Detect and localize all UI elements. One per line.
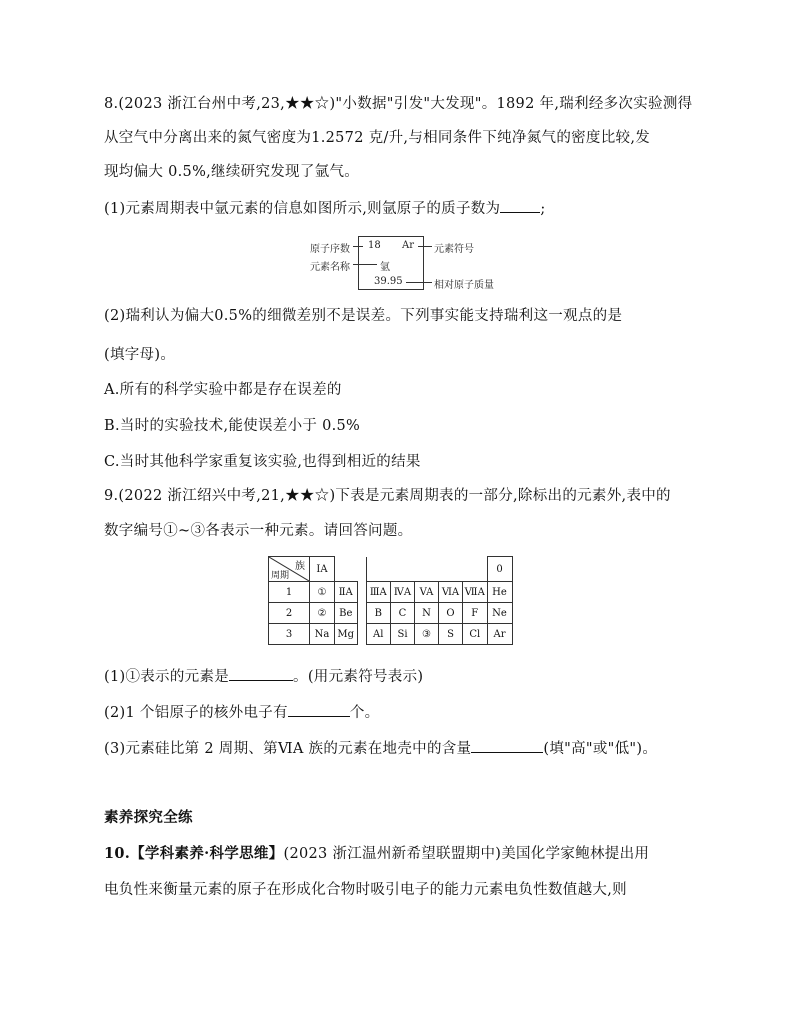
table-row [269,603,513,624]
element-name-value: 氩 [380,262,390,273]
corner-period-label: 周期 [271,571,290,581]
table-cell: Ar [487,624,512,645]
period-cell: 3 [269,624,310,645]
table-cell: ⅡA [335,582,358,603]
element-symbol-label: 元素符号 [434,244,474,255]
q10-line-1 [104,844,649,864]
table-corner-cell [269,557,310,582]
table-gap [357,603,366,624]
q8-sub2-b: (填字母)。 [104,347,176,363]
q9-line-2: 数字编号①~③各表示一种元素。请回答问题。 [104,523,413,539]
q9-sub1-end: 。(用元素符号表示) [293,669,424,685]
spacer [439,557,463,582]
q8-option-b: B.当时的实验技术,能使误差小于 0.5% [104,418,361,434]
element-name-label: 元素名称 [310,262,350,273]
table-cell: ⅦA [463,582,488,603]
header-ia: IA [310,557,335,582]
answer-blank[interactable] [229,666,293,681]
q8-sub1-text: (1)元素周期表中氩元素的信息如图所示,则氩原子的质子数为 [104,201,501,217]
table-cell: ⅣA [391,582,415,603]
spacer [335,557,358,582]
table-cell: He [487,582,512,603]
pointer-line [406,282,432,283]
period-cell: 1 [269,582,310,603]
q8-sub2: (2)瑞利认为偏大0.5%的细微差别不是误差。下列事实能支持瑞利这一观点的是 [104,308,623,324]
table-cell: C [391,603,415,624]
q9-sub1-text: (1)①表示的元素是 [104,669,230,685]
table-header-row [269,557,513,582]
table-cell: Mg [335,624,358,645]
period-cell: 2 [269,603,310,624]
table-cell: S [439,624,463,645]
spacer [357,557,366,582]
table-cell: Ne [487,603,512,624]
pointer-line [353,264,377,265]
table-cell: Na [310,624,335,645]
table-gap [357,624,366,645]
q10-label: 10.【学科素养·科学思维】 [104,845,284,862]
q8-line-1: 8.(2023 浙江台州中考,23,★★☆)"小数据"引发"大发现"。1892 年,瑞利经多次实验测得 [104,96,693,112]
table-row [269,624,513,645]
periodic-table-fragment [268,556,513,645]
element-symbol-value: Ar [402,240,415,251]
spacer [463,557,488,582]
section-title: 素养探究全练 [104,809,193,826]
table-cell: F [463,603,488,624]
table-gap [357,582,366,603]
table-cell: ② [310,603,335,624]
pointer-line [353,246,363,247]
header-zero: 0 [487,557,512,582]
q9-sub3 [104,738,657,759]
q8-option-c: C.当时其他科学家重复该实验,也得到相近的结果 [104,454,421,470]
atomic-number-label: 原子序数 [310,244,350,255]
q8-sub1 [104,198,546,219]
table-cell: O [439,603,463,624]
q9-sub2 [104,702,379,723]
spacer [366,557,391,582]
q10-line-1-text: (2023 浙江温州新希望联盟期中)美国化学家鲍林提出用 [283,846,650,862]
table-cell: Be [335,603,358,624]
q8-option-a: A.所有的科学实验中都是存在误差的 [104,382,342,398]
q9-sub3-end: (填"高"或"低")。 [543,741,658,757]
q8-sub1-end: ; [540,201,546,217]
q8-line-3: 现均偏大 0.5%,继续研究发现了氩气。 [104,164,360,180]
answer-blank[interactable] [500,198,540,213]
table-cell: ⅥA [439,582,463,603]
spacer [415,557,439,582]
atomic-mass-value: 39.95 [374,276,403,287]
spacer [391,557,415,582]
q9-sub2-text: (2)1 个铝原子的核外电子有 [104,705,288,721]
table-cell: ⅢA [366,582,391,603]
argon-element-card [300,236,520,292]
q9-sub1 [104,666,423,687]
q8-line-2: 从空气中分离出来的氮气密度为1.2572 克/升,与相同条件下纯净氮气的密度比较,发 [104,130,651,146]
table-cell: ① [310,582,335,603]
table-cell: B [366,603,391,624]
q10-line-2: 电负性来衡量元素的原子在形成化合物时吸引电子的能力元素电负性数值越大,则 [104,882,627,898]
table-cell: Al [366,624,391,645]
q9-sub2-end: 个。 [349,705,380,721]
pointer-line [418,246,432,247]
atomic-number-value: 18 [368,240,381,251]
table-cell: N [415,603,439,624]
q9-sub3-text: (3)元素硅比第 2 周期、第ⅥA 族的元素在地壳中的含量 [104,741,472,757]
answer-blank[interactable] [471,738,543,753]
table-cell: Cl [463,624,488,645]
atomic-mass-label: 相对原子质量 [434,280,494,291]
corner-group-label: 族 [295,561,305,572]
q9-line-1: 9.(2022 浙江绍兴中考,21,★★☆)下表是元素周期表的一部分,除标出的元素外,表中的 [104,488,671,504]
table-cell: VA [415,582,439,603]
table-cell: ③ [415,624,439,645]
table-row [269,582,513,603]
answer-blank[interactable] [288,702,350,717]
table-cell: Si [391,624,415,645]
